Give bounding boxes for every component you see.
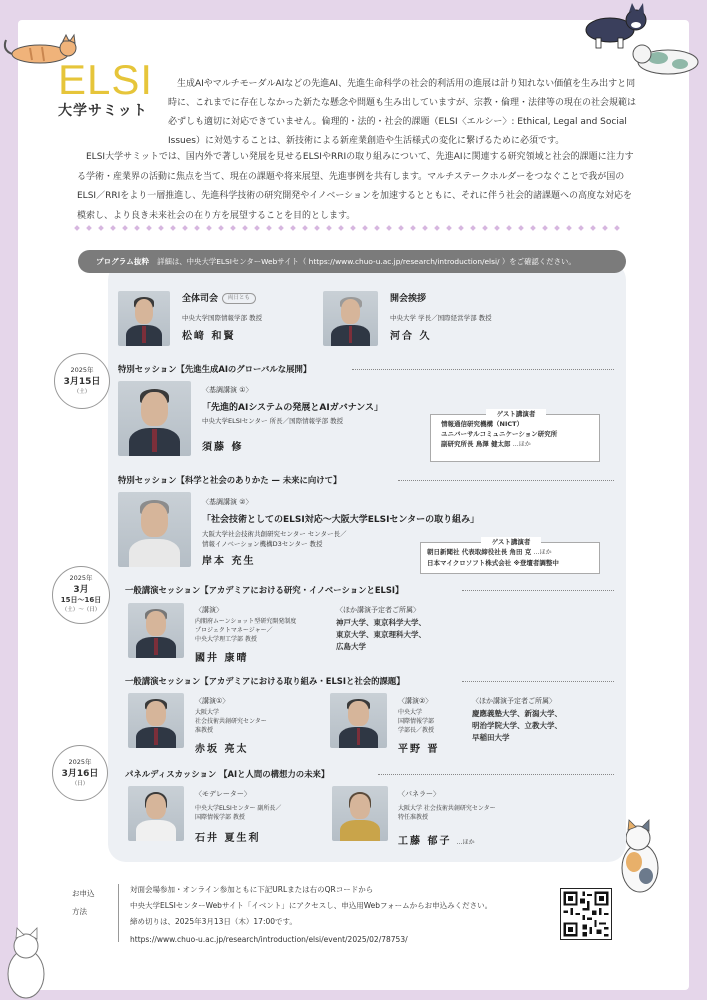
special1-affil: 中央大学ELSIセンター 所長／国際情報学部 教授	[202, 417, 344, 425]
panel-mod-name: 石井 夏生利	[195, 833, 261, 844]
divider-dot	[290, 225, 296, 231]
intro-paragraph-1: 生成AIやマルチモーダルAIなどの先進AI、先進生命科学の社会的利活用の進展は計り知れない価値を生み出すと同時に、これまでに存在しなかった新たな懸念や問題も生み出していますが、宗教・倫理・法律等の現在の社会規範は必ずしも適切に対応できていません。倫理的・法的・社会的課題（ELSI〈エルシー〉: Ethical, Legal and Social Issues）に対処することは、新技術による新産業創造や生活様式の変化に繋げるために必須です。	[168, 79, 637, 146]
panel-mod-info	[195, 789, 335, 844]
apply-line-3: 締め切りは、2025年3月13日（木）17:00です。	[130, 917, 297, 926]
panel-pan-label: 〈パネラー〉	[398, 790, 440, 798]
general2-title: 一般講演セッション【アカデミアにおける取り組み・ELSIと社会的課題】	[125, 676, 405, 686]
general2-a-label: 〈講演①〉	[195, 697, 230, 705]
divider-dot	[554, 225, 560, 231]
opening-affil: 中央大学 学長／国際経営学部 教授	[390, 314, 492, 322]
general2-others-3: 早稲田大学	[472, 733, 510, 742]
date2-year: 2025年	[69, 574, 93, 582]
date-circle-mar16	[52, 745, 108, 801]
general2-a-name: 赤坂 亮太	[195, 744, 249, 755]
divider-dot	[242, 225, 248, 231]
apply-url[interactable]: https://www.chuo-u.ac.jp/research/introduction/elsi/event/2025/02/78753/	[130, 935, 408, 944]
white-cat-illustration	[0, 920, 50, 1000]
divider-dot	[374, 225, 380, 231]
divider-dot	[530, 225, 536, 231]
divider-dot	[326, 225, 332, 231]
general2-b-affil-1: 中央大学	[398, 709, 423, 716]
special1-guest-line-2: ユニバーサルコミュニケーション研究所	[441, 430, 558, 438]
general2-a-info	[195, 696, 325, 755]
apply-line-1: 対面会場参加・オンライン参加ともに下記URLまたは右のQRコードから	[130, 885, 374, 894]
apply-label-2: 方法	[72, 907, 87, 916]
program-header: プログラム抜粋	[96, 257, 150, 266]
divider-dot	[470, 225, 476, 231]
date1-year: 2025年	[70, 366, 94, 374]
divider-dot	[410, 225, 416, 231]
panel-title: パネルディスカッション 【AIと人間の構想力の未来】	[125, 769, 330, 779]
special1-guest-header: ゲスト講演者	[486, 409, 546, 418]
divider-dot	[602, 225, 608, 231]
divider-dot	[266, 225, 272, 231]
divider-dot	[578, 225, 584, 231]
divider-dot	[422, 225, 428, 231]
divider-dot	[386, 225, 392, 231]
special1-info	[202, 385, 432, 453]
program-header-bar	[78, 250, 626, 273]
special2-guest-more: …ほか	[533, 549, 552, 556]
qr-code-icon[interactable]	[560, 888, 612, 940]
date1-wd: （土）	[73, 389, 91, 395]
apply-divider	[118, 884, 119, 942]
panel-rule	[378, 774, 614, 775]
panel-pan-more: …ほか	[456, 839, 475, 846]
calico-cat-illustration	[628, 38, 707, 80]
divider-dot	[134, 225, 140, 231]
divider-dot	[362, 225, 368, 231]
divider-dot	[482, 225, 488, 231]
mc-photo	[118, 291, 170, 346]
divider-dot	[446, 225, 452, 231]
general1-name: 國井 康晴	[195, 653, 249, 664]
general1-others-label: 〈ほか講演予定者ご所属〉	[336, 606, 420, 614]
special2-rule	[398, 480, 614, 481]
general2-a-affil-2: 社会技術共創研究センター	[195, 718, 267, 725]
divider-dot	[254, 225, 260, 231]
special2-guest-line-1: 朝日新聞社 代表取締役社長 角田 克	[427, 548, 532, 556]
panel-mod-photo	[128, 786, 184, 841]
divider-dot	[146, 225, 152, 231]
general2-b-name: 平野 晋	[398, 744, 440, 755]
special1-label: 〈基調講演 ①〉	[202, 386, 253, 394]
general2-b-affil-2: 国際情報学部	[398, 718, 435, 725]
general1-others-2: 東京大学、東京理科大学、	[336, 630, 426, 639]
general2-b-label: 〈講演②〉	[398, 697, 433, 705]
special1-guest-box	[430, 410, 600, 462]
dotted-divider	[75, 226, 635, 234]
general1-others	[336, 605, 496, 653]
divider-dot	[614, 225, 620, 231]
special1-rule	[352, 369, 614, 370]
date-circle-mar15	[54, 353, 110, 409]
date3-year: 2025年	[68, 758, 92, 766]
divider-dot	[182, 225, 188, 231]
special1-talk: 「先進的AIシステムの発展とAIガバナンス」	[202, 403, 384, 413]
special1-name: 須藤 修	[202, 442, 244, 453]
divider-dot	[434, 225, 440, 231]
general2-others-2: 明治学院大学、立教大学、	[472, 721, 562, 730]
general2-others-1: 慶應義塾大学、新潟大学、	[472, 709, 562, 718]
general1-photo	[128, 603, 184, 658]
divider-dot	[398, 225, 404, 231]
divider-dot	[566, 225, 572, 231]
intro-paragraph-2: ELSI大学サミットでは、国内外で著しい発展を見せるELSIやRRIの取り組みについて、先進AIに関連する研究領域と社会的課題に注力する学術・産業界の活動に焦点を当て、現在の課題や将来展望、先進事例を共有します。マルチステークホルダーをつなぐことで我が国のELSI／RRIをより一層推進し、先進科学技術の研究開発やイノベーションを加速するとともに、それに伴う社会的諸課題への高度な対応を模索し、より良き未来社会の在り方を展望することを目的とします。	[77, 152, 634, 221]
date2-md1: 3月	[73, 585, 89, 595]
panel-pan-affil-1: 大阪大学 社会技術共創研究センター	[398, 805, 496, 812]
special1-title: 特別セッション【先進生成AIのグローバルな展開】	[118, 364, 312, 374]
special2-talk: 「社会技術としてのELSI対応〜大阪大学ELSIセンターの取り組み」	[202, 515, 480, 525]
panel-pan-info	[398, 789, 558, 848]
divider-dot	[518, 225, 524, 231]
general2-a-affil-1: 大阪大学	[195, 709, 220, 716]
divider-dot	[506, 225, 512, 231]
apply-label	[72, 885, 95, 921]
special1-guest-line-1: 情報通信研究機構（NICT）	[441, 420, 524, 428]
date1-md: 3月15日	[63, 377, 101, 387]
divider-dot	[590, 225, 596, 231]
opening-role: 開会挨拶	[390, 294, 427, 304]
apply-line-2: 中央大学ELSIセンターWebサイト「イベント」にアクセスし、申込用Webフォームからお申込みください。	[130, 901, 493, 910]
general2-b-info	[398, 696, 478, 755]
panel-mod-affil-2: 国際情報学部 教授	[195, 814, 245, 821]
general1-others-1: 神戸大学、東京科学大学、	[336, 618, 426, 627]
general1-title: 一般講演セッション【アカデミアにおける研究・イノベーションとELSI】	[125, 585, 404, 595]
general1-info	[195, 605, 335, 664]
elsi-summit-logo	[58, 56, 154, 120]
general2-others	[472, 696, 612, 744]
general1-affil-2: プロジェクトマネージャー／	[195, 627, 273, 634]
divider-dot	[314, 225, 320, 231]
apply-label-1: お申込	[72, 889, 95, 898]
general2-rule	[462, 681, 614, 682]
opening-photo	[323, 291, 378, 346]
general1-affil-3: 中央大学理工学部 教授	[195, 636, 257, 643]
divider-dot	[338, 225, 344, 231]
special2-name: 岸本 充生	[202, 556, 256, 567]
divider-dot	[542, 225, 548, 231]
special2-guest-box	[420, 538, 600, 574]
divider-dot	[350, 225, 356, 231]
divider-dot	[86, 225, 92, 231]
opening-name: 河合 久	[390, 331, 432, 342]
date3-wd: （日）	[71, 781, 89, 787]
divider-dot	[218, 225, 224, 231]
panel-pan-name: 工藤 郁子	[398, 836, 452, 847]
general1-others-3: 広島大学	[336, 642, 366, 651]
general1-rule	[462, 590, 614, 591]
general1-label: 〈講演〉	[195, 606, 223, 614]
divider-dot	[230, 225, 236, 231]
special1-guest-more: …ほか	[512, 441, 531, 448]
general2-a-photo	[128, 693, 184, 748]
opening-info	[390, 291, 550, 342]
general2-others-label: 〈ほか講演予定者ご所属〉	[472, 697, 556, 705]
panel-mod-label: 〈モデレーター〉	[195, 790, 251, 798]
mc-badge: 両日とも	[222, 293, 256, 304]
general1-affil-1: 内閣府ムーンショット型研究開発制度	[195, 618, 297, 625]
logo-main-text: ELSI	[58, 56, 154, 103]
special2-affil-1: 大阪大学社会技術共創研究センター センター長／	[202, 530, 347, 538]
special2-title: 特別セッション【科学と社会のありかた — 未来に向けて】	[118, 475, 342, 485]
general2-a-affil-3: 准教授	[195, 727, 214, 734]
general2-b-affil-3: 学部長／教授	[398, 727, 435, 734]
divider-dot	[110, 225, 116, 231]
special2-guest-header: ゲスト講演者	[481, 537, 541, 546]
divider-dot	[458, 225, 464, 231]
panel-mod-affil-1: 中央大学ELSIセンター 副所長／	[195, 805, 282, 812]
divider-dot	[122, 225, 128, 231]
special2-guest-line-2: 日本マイクロソフト株式会社 ※登壇者調整中	[427, 559, 559, 567]
date2-wd: （土）〜（日）	[61, 607, 101, 613]
mc-role: 全体司会	[182, 294, 219, 304]
date2-md2: 15日〜16日	[60, 596, 102, 604]
divider-dot	[302, 225, 308, 231]
general2-b-photo	[330, 693, 387, 748]
date3-md: 3月16日	[61, 769, 99, 779]
special1-guest-line-3: 副研究所長 鳥澤 健太郎	[441, 440, 511, 448]
panel-pan-photo	[332, 786, 388, 841]
special2-affil-2: 情報イノベーション機構D3センター 教授	[202, 540, 323, 548]
mc-affil: 中央大学国際情報学部 教授	[182, 314, 263, 322]
divider-dot	[194, 225, 200, 231]
divider-dot	[98, 225, 104, 231]
divider-dot	[74, 225, 80, 231]
special2-label: 〈基調講演 ②〉	[202, 498, 253, 506]
divider-dot	[206, 225, 212, 231]
special1-photo	[118, 381, 191, 456]
divider-dot	[494, 225, 500, 231]
divider-dot	[170, 225, 176, 231]
panel-pan-affil-2: 特任准教授	[398, 814, 429, 821]
divider-dot	[158, 225, 164, 231]
date-circle-mar15-16	[52, 566, 110, 624]
divider-dot	[278, 225, 284, 231]
logo-sub-text: 大学サミット	[58, 103, 148, 119]
apply-text	[130, 882, 550, 948]
program-detail: 詳細は、中央大学ELSIセンターWebサイト（ https://www.chuo-u.ac.jp/research/introduction/elsi/ ）をご確認ください。	[157, 257, 576, 266]
mc-name: 松﨑 和賢	[182, 331, 236, 342]
special2-photo	[118, 492, 191, 567]
mc-info	[182, 291, 322, 342]
